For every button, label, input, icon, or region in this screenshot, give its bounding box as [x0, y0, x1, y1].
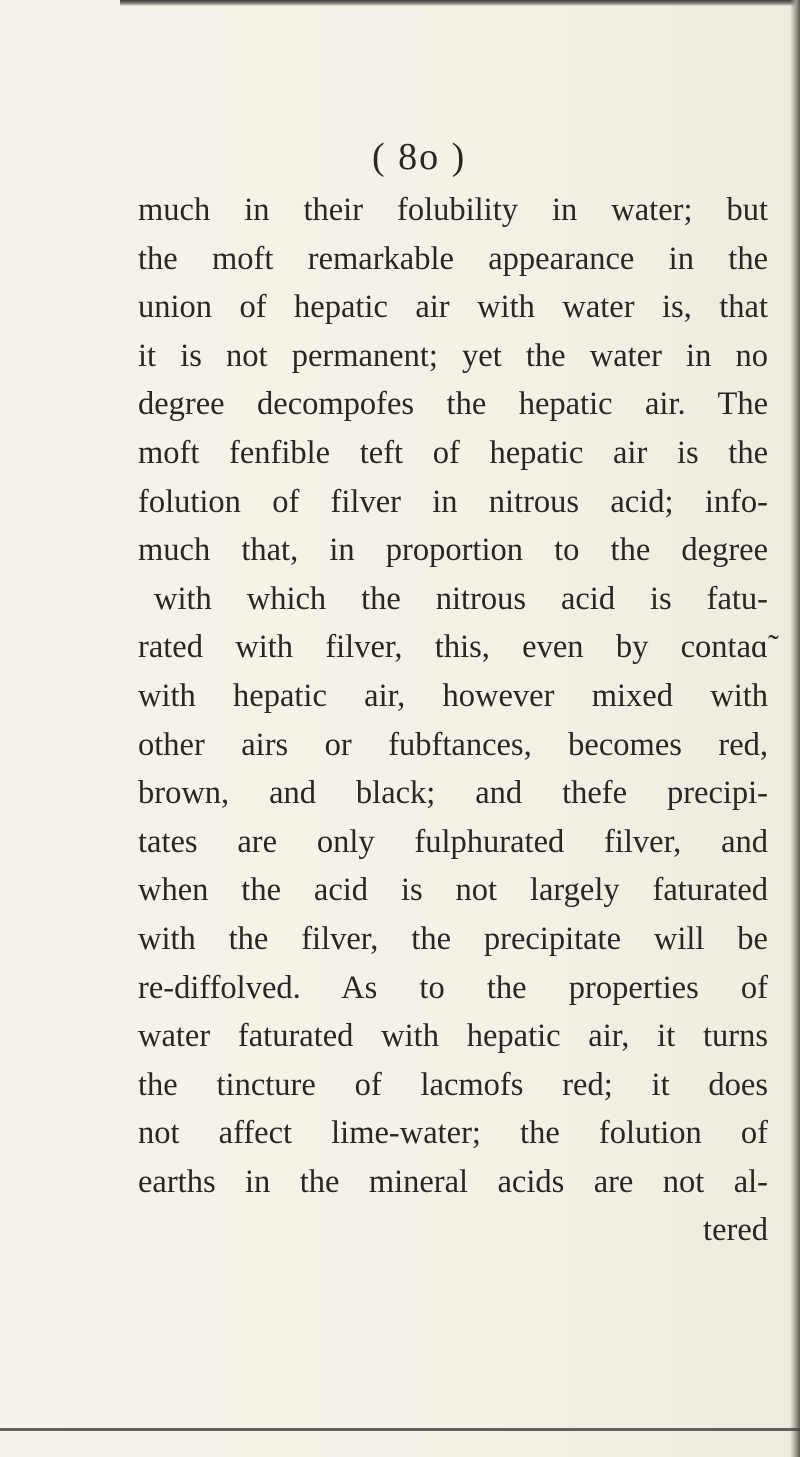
text-line: not affect lime-water; the folution of [138, 1115, 768, 1152]
catchword: tered [703, 1212, 768, 1249]
text-line: water faturated with hepatic air, it turns [138, 1018, 768, 1055]
text-line: the moft remarkable appearance in the [138, 240, 768, 277]
page-right-edge [790, 0, 800, 1457]
text-line: re-diffolved. As to the properties of [138, 969, 768, 1006]
text-line: with hepatic air, however mixed with [138, 677, 768, 714]
text-line: union of hepatic air with water is, that [138, 289, 768, 326]
text-line: the tincture of lacmofs red; it does [138, 1066, 768, 1103]
text-line: tates are only fulphurated filver, and [138, 823, 768, 860]
page-bottom-edge [0, 1428, 800, 1431]
text-line: other airs or fubftances, becomes red, [138, 726, 768, 763]
page-top-edge [120, 0, 800, 6]
text-line: much in their folubility in water; but [138, 192, 768, 228]
text-line: brown, and black; and thefe precipi- [138, 775, 768, 812]
text-line: when the acid is not largely faturated [138, 872, 768, 909]
text-line: with the filver, the precipitate will be [138, 920, 768, 957]
text-line: moft fenfible teft of hepatic air is the [138, 434, 768, 471]
body-text [138, 186, 768, 1255]
text-line: folution of filver in nitrous acid; info- [138, 483, 768, 520]
page-number: ( 8o ) [372, 136, 467, 178]
text-line: rated with filver, this, even by contaɑ̃ [138, 629, 768, 666]
text-line: much that, in proportion to the degree [138, 532, 768, 569]
text-line: degree decompofes the hepatic air. The [138, 386, 768, 423]
text-line: with which the nitrous acid is fatu- [154, 580, 768, 617]
text-line: it is not permanent; yet the water in no [138, 337, 768, 374]
text-line: earths in the mineral acids are not al- [138, 1163, 768, 1200]
